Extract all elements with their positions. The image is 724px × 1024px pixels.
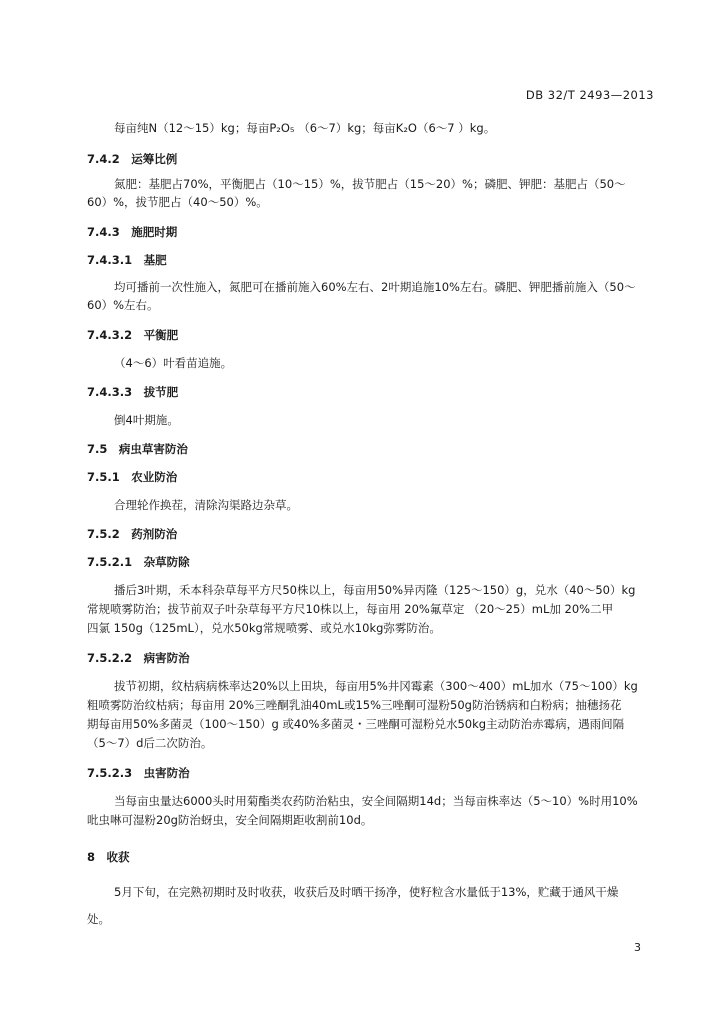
body-line: 播后3叶期，禾本科杂草每平方尺50株以上，每亩用50%异丙隆（125～150）g，兑水（40～50）kg bbox=[114, 583, 636, 597]
body-line: 合理轮作换茬，清除沟渠路边杂草。 bbox=[114, 498, 298, 512]
body-line: 吡虫啉可湿粉20g防治蚜虫，安全间隔期距收割前10d。 bbox=[87, 813, 373, 827]
body-line: 每亩纯N（12～15）kg；每亩P₂O₅ （6～7）kg；每亩K₂O（6～7 ）kg。 bbox=[114, 121, 496, 135]
body-line: 常规喷雾防治；拔节前双子叶杂草每平方尺10株以上，每亩用 20%氟草定 （20～25）mL加 20%二甲 bbox=[87, 602, 614, 616]
section-heading: 7.5.1 农业防治 bbox=[87, 470, 178, 484]
body-line: 60）%，拔节肥占（40～50）%。 bbox=[87, 195, 268, 209]
section-heading: 7.5.2 药剂防治 bbox=[87, 527, 178, 541]
body-line: 60）%左右。 bbox=[87, 298, 159, 312]
section-heading: 7.4.3 施肥时期 bbox=[87, 225, 178, 239]
section-heading: 7.4.3.2 平衡肥 bbox=[87, 328, 179, 342]
section-heading: 7.4.3.1 基肥 bbox=[87, 253, 167, 267]
body-line: 当每亩虫量达6000头时用菊酯类农药防治粘虫，安全间隔期14d；当每亩株率达（5～10）%时用10% bbox=[114, 794, 638, 808]
body-line: 拔节初期，纹枯病病株率达20%以上田块，每亩用5%井冈霉素（300～400）mL加水（75～100）kg bbox=[114, 679, 638, 693]
body-line: 期每亩用50%多菌灵（100～150）g 或40%多菌灵・三唑酮可湿粉兑水50kg主动防治赤霉病，遇雨间隔 bbox=[87, 717, 625, 731]
body-line: 均可播前一次性施入，氮肥可在播前施入60%左右、2叶期追施10%左右。磷肥、钾肥播前施入（50～ bbox=[114, 280, 636, 294]
body-line: 5月下旬，在完熟初期时及时收获，收获后及时晒干扬净，使籽粒含水量低于13%，贮藏于通风干燥 bbox=[114, 885, 619, 899]
standard-id-header: DB 32/T 2493—2013 bbox=[525, 88, 654, 102]
body-line: 四氯 150g（125mL），兑水50kg常规喷雾、或兑水10kg弥雾防治。 bbox=[87, 621, 441, 635]
section-heading: 8 收获 bbox=[87, 850, 130, 864]
section-heading: 7.5 病虫草害防治 bbox=[87, 442, 188, 456]
section-heading: 7.4.3.3 拔节肥 bbox=[87, 385, 179, 399]
body-line: （5～7）d后二次防治。 bbox=[87, 736, 213, 750]
body-line: 倒4叶期施。 bbox=[114, 413, 179, 427]
section-heading: 7.5.2.1 杂草防除 bbox=[87, 555, 190, 569]
body-line: 处。 bbox=[87, 912, 110, 926]
section-heading: 7.5.2.2 病害防治 bbox=[87, 651, 190, 665]
section-heading: 7.5.2.3 虫害防治 bbox=[87, 766, 190, 780]
body-line: （4～6）叶看苗追施。 bbox=[114, 356, 233, 370]
section-heading: 7.4.2 运筹比例 bbox=[87, 152, 178, 166]
page-number: 3 bbox=[634, 941, 641, 954]
body-line: 粗喷雾防治纹枯病；每亩用 20%三唑酮乳油40mL或15%三唑酮可湿粉50g防治锈病和白粉病；抽穗扬花 bbox=[87, 698, 622, 712]
body-line: 氮肥：基肥占70%，平衡肥占（10～15）%，拔节肥占（15～20）%；磷肥、钾肥：基肥占（50～ bbox=[114, 177, 626, 191]
